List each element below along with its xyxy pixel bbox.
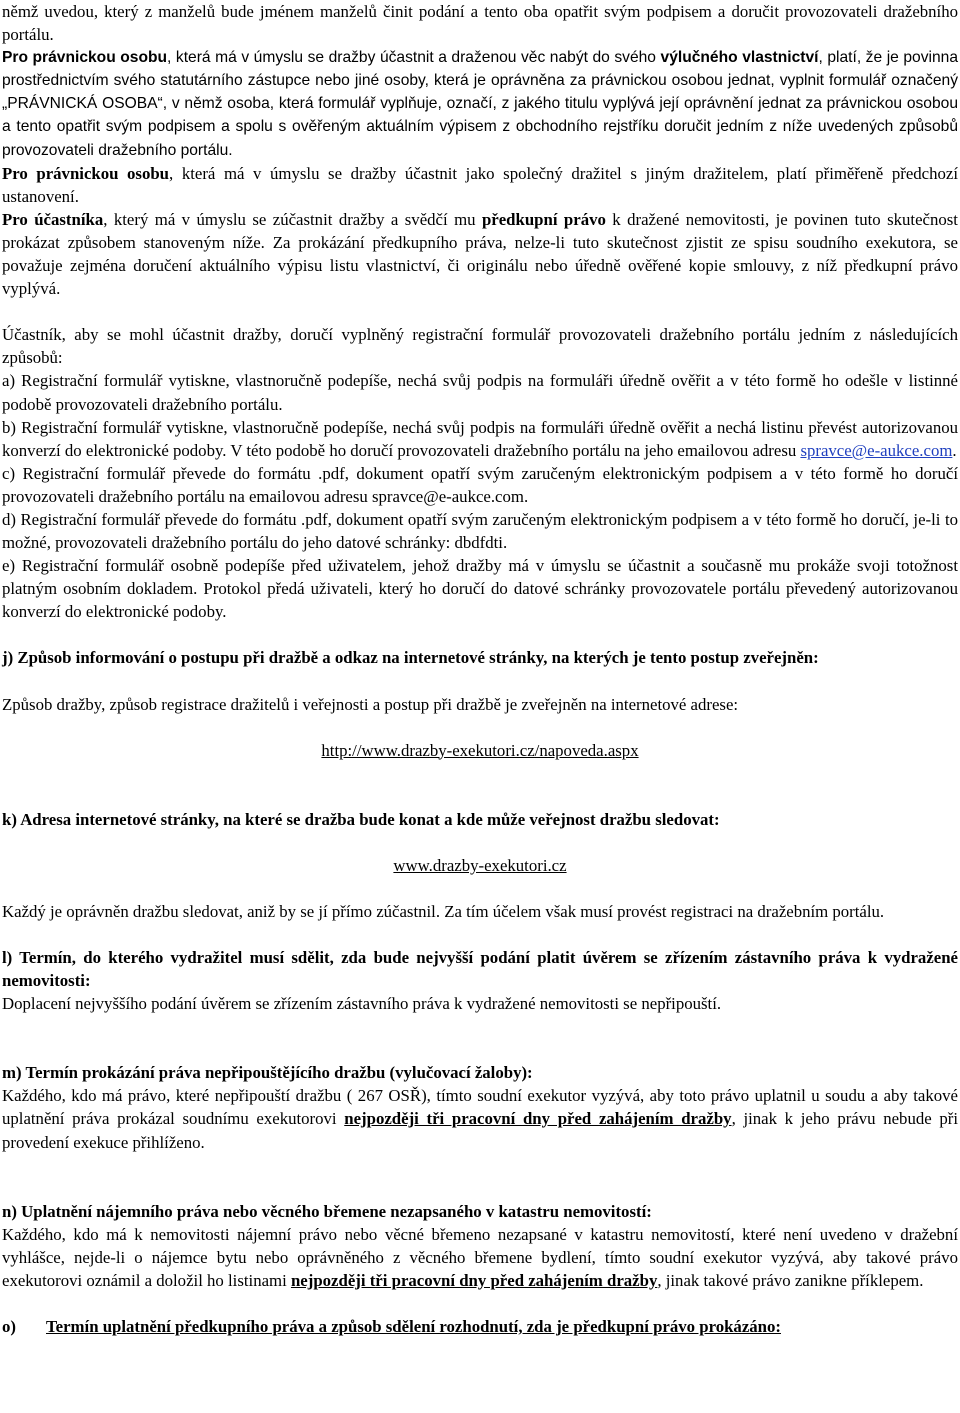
section-n-heading: n) Uplatnění nájemního práva nebo věcného břemene nezapsaného v katastru nemovitostí:: [2, 1201, 652, 1221]
section-j-heading: j) Způsob informování o postupu při dražbě a odkaz na internetové stránky, na kterých je tento postup zveřejněn:: [2, 648, 819, 668]
section-o-heading: [2, 1315, 958, 1338]
text: , který má v úmyslu se zúčastnit dražby a svědčí mu: [103, 209, 482, 229]
paragraph-spouses-continued: [2, 0, 958, 46]
bold-text: výlučného vlastnictví: [660, 49, 819, 67]
section-j-text: Způsob dražby, způsob registrace dražitelů i veřejnosti a postup při dražbě je zveřejněn na internetové adrese:: [2, 694, 739, 714]
text: , která má v úmyslu se dražby účastnit a draženou věc nabýt do svého: [167, 49, 661, 67]
text: Účastník, aby se mohl účastnit dražby, doručí vyplněný registrační formulář provozovateli dražebního portálu jedním z následujících způsobů:: [2, 325, 958, 368]
text: b) Registrační formulář vytiskne, vlastnoručně podepíše, nechá svůj podpis na formuláři úředně ověřit a nechá listinu převést autorizovanou konverzí do elektronické podoby. V této podobě ho doručí provozovateli dražebního portálu na jeho emailovou adresu: [2, 417, 958, 460]
bold-text: Pro právnickou osobu: [2, 49, 168, 67]
bold-text: Pro právnickou osobu: [2, 163, 170, 183]
auction-portal-link[interactable]: www.drazby-exekutori.cz: [393, 855, 567, 875]
section-j-url: [2, 739, 958, 762]
section-n-text: [2, 1223, 958, 1292]
section-o-title: Termín uplatnění předkupního práva a způsob sdělení rozhodnutí, zda je předkupní právo prokázáno:: [46, 1317, 781, 1337]
paragraph-registration-intro: [2, 323, 958, 369]
section-l-text: Doplacení nejvyššího podání úvěrem se zřízením zástavního práva k vydražené nemovitosti se nepřipouští.: [2, 994, 722, 1014]
paragraph-preemption-participant: [2, 208, 958, 300]
section-m-text: [2, 1084, 958, 1153]
list-item-b: [2, 416, 958, 462]
bold-text: předkupní právo: [481, 209, 606, 229]
section-k-url: [2, 854, 958, 877]
text: , jinak k jeho právu nebude při provedení exekuce přihlíženo.: [2, 1109, 958, 1152]
section-k-text: Každý je oprávněn dražbu sledovat, aniž by se jí přímo zúčastnil. Za tím účelem však musí provést registraci na dražebním portálu.: [2, 901, 885, 921]
list-item-e: [2, 554, 958, 623]
paragraph-legal-entity-joint: [2, 162, 958, 208]
text: němž uvedou, který z manželů bude jménem manželů činit podání a tento oba opatřit svým podpisem a doručit provozovateli dražebního portálu.: [2, 2, 958, 45]
text: Každého, kdo má právo, které nepřipouští dražbu ( 267 OSŘ), tímto soudní exekutor vyzývá, aby toto právo uplatnil u soudu a aby takové uplatnění práva prokázal soudnímu exekutorovi: [2, 1086, 958, 1129]
text: , jinak takové právo zanikne příklepem.: [657, 1270, 924, 1290]
text: Každého, kdo má k nemovitosti nájemní právo nebo věcné břemeno nezapsané v katastru nemovitostí, které není uvedeno v dražební vyhlášce, nejde-li o nájemce bytu nebo oprávněného z věcného břemene bydlení, tímto soudní exekutor vyzývá, aby takové právo exekutorovi oznámil a doložil ho listinami: [2, 1224, 958, 1290]
text: .: [952, 440, 957, 460]
section-k-heading: k) Adresa internetové stránky, na které se dražba bude konat a kde může veřejnost dražbu sledovat:: [2, 809, 720, 829]
text: , platí, že je povinna prostřednictvím svého statutárního zástupce nebo jiné osoby, která je oprávněna za právnickou osobou jednat, vyplnit formulář označený „PRÁVNICKÁ OSOBA“, v němž osoba, která formulář vyplňuje, označí, z jakého titulu vyplývá její oprávnění jednat za právnickou osobou a tento opatřit svým podpisem a spolu s ověřeným aktuálním výpisem z obchodního rejstříku doručit jedním z níže uvedených způsobů provozovateli dražebního portálu.: [2, 49, 958, 159]
bold-text: Pro účastníka: [2, 209, 104, 229]
list-item-c: [2, 462, 958, 508]
list-item-d: [2, 508, 958, 554]
text: c) Registrační formulář převede do formátu .pdf, dokument opatří svým zaručeným elektronickým podpisem a v této formě ho doručí provozovateli dražebního portálu na emailovou adresu spravce@e-aukce.com.: [2, 463, 958, 506]
text: e) Registrační formulář osobně podepíše před uživatelem, jehož dražby má v úmyslu se účastnit a současně mu prokáže svoji totožnost platným osobním dokladem. Protokol předá uživateli, který ho doručí do datové schránky provozovatele portálu převedený autorizovanou konverzí do elektronické podoby.: [2, 556, 958, 622]
list-item-a: [2, 369, 958, 415]
section-l-heading: l) Termín, do kterého vydražitel musí sdělit, zda bude nejvyšší podání platit úvěrem se zřízením zástavního práva k vydražené nemovitosti:: [2, 948, 958, 991]
email-link[interactable]: spravce@e-aukce.com: [800, 440, 953, 460]
document-page: [2, 0, 958, 1338]
section-o-label: o): [2, 1317, 16, 1337]
deadline-text: nejpozději tři pracovní dny před zahájením dražby: [344, 1109, 732, 1129]
deadline-text: nejpozději tři pracovní dny před zahájením dražby: [290, 1270, 658, 1290]
text: a) Registrační formulář vytiskne, vlastnoručně podepíše, nechá svůj podpis na formuláři úředně ověřit a v této formě ho odešle v listinné podobě provozovateli dražebního portálu.: [2, 371, 958, 414]
paragraph-legal-entity-exclusive: [2, 46, 958, 161]
text: , která má v úmyslu se dražby účastnit jako společný dražitel s jiným dražitelem, platí přiměřeně předchozí ustanovení.: [2, 163, 959, 206]
text: d) Registrační formulář převede do formátu .pdf, dokument opatří svým zaručeným elektronickým podpisem a v této formě ho doručí, je-li to možné, provozovateli dražebního portálu do jeho datové schránky: dbdfdti.: [2, 509, 958, 553]
text: k dražené nemovitosti, je povinen tuto skutečnost prokázat způsobem stanoveným níže. Za prokázání předkupního práva, nelze-li tuto skutečnost zjistit ze spisu soudního exekutora, se považuje zejména doručení aktuálního výpisu listu vlastnictví, či originálu nebo úředně ověřené kopie smlouvy, z níž předkupní právo vyplývá.: [2, 209, 958, 299]
help-url-link[interactable]: http://www.drazby-exekutori.cz/napoveda.aspx: [321, 740, 639, 760]
section-m-heading: m) Termín prokázání práva nepřipouštějícího dražbu (vylučovací žaloby):: [2, 1063, 533, 1083]
